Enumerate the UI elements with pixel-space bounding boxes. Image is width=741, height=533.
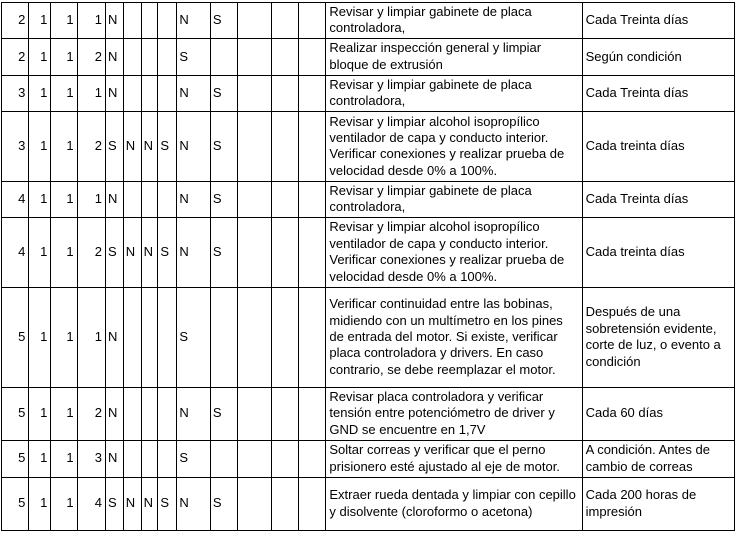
flag-cell — [238, 217, 272, 287]
frequency-cell: Cada Treinta días — [582, 3, 734, 39]
flag-cell: S — [105, 217, 123, 287]
code-cell: 4 — [2, 217, 29, 287]
code-cell: 1 — [51, 181, 77, 217]
frequency-cell: Cada Treinta días — [582, 181, 734, 217]
task-description-cell: Revisar y limpiar gabinete de placa controladora, — [326, 3, 582, 39]
flag-cell — [271, 38, 298, 75]
flag-cell — [158, 287, 177, 387]
code-cell: 1 — [51, 287, 77, 387]
task-description-cell: Realizar inspección general y limpiar bloque de extrusión — [326, 38, 582, 75]
flag-cell: N — [105, 38, 123, 75]
frequency-cell: Cada treinta días — [582, 217, 734, 287]
code-cell: 1 — [51, 477, 77, 530]
code-cell: 1 — [29, 38, 51, 75]
flag-cell: N — [123, 217, 141, 287]
flag-cell — [299, 3, 326, 39]
flag-cell: N — [105, 181, 123, 217]
flag-cell — [123, 75, 141, 111]
task-description-cell: Soltar correas y verificar que el perno prisionero esté ajustado al eje de motor. — [326, 440, 582, 477]
flag-cell: N — [105, 287, 123, 387]
flag-cell: N — [177, 75, 211, 111]
code-cell: 1 — [51, 75, 77, 111]
maintenance-table — [1, 2, 735, 531]
code-cell: 1 — [51, 38, 77, 75]
flag-cell — [210, 38, 237, 75]
flag-cell — [123, 387, 141, 440]
flag-cell — [299, 477, 326, 530]
flag-cell: N — [177, 387, 211, 440]
table-row — [2, 181, 735, 217]
flag-cell — [238, 287, 272, 387]
code-cell: 2 — [77, 38, 105, 75]
code-cell: 1 — [29, 440, 51, 477]
flag-cell: N — [105, 3, 123, 39]
code-cell: 1 — [77, 181, 105, 217]
flag-cell: S — [210, 75, 237, 111]
code-cell: 5 — [2, 387, 29, 440]
flag-cell — [238, 3, 272, 39]
code-cell: 1 — [51, 387, 77, 440]
flag-cell: S — [210, 387, 237, 440]
flag-cell — [271, 287, 298, 387]
flag-cell — [238, 440, 272, 477]
flag-cell: S — [177, 440, 211, 477]
flag-cell — [238, 75, 272, 111]
flag-cell — [299, 440, 326, 477]
flag-cell — [141, 181, 158, 217]
code-cell: 5 — [2, 287, 29, 387]
table-row — [2, 217, 735, 287]
flag-cell — [210, 287, 237, 387]
flag-cell: N — [105, 387, 123, 440]
flag-cell — [141, 75, 158, 111]
code-cell: 4 — [77, 477, 105, 530]
flag-cell: N — [123, 477, 141, 530]
flag-cell — [271, 111, 298, 181]
code-cell: 2 — [77, 387, 105, 440]
flag-cell — [210, 440, 237, 477]
flag-cell — [141, 287, 158, 387]
flag-cell: N — [177, 111, 211, 181]
flag-cell — [238, 477, 272, 530]
flag-cell — [271, 217, 298, 287]
flag-cell — [299, 217, 326, 287]
flag-cell: N — [123, 111, 141, 181]
flag-cell — [141, 3, 158, 39]
flag-cell — [299, 287, 326, 387]
flag-cell — [158, 387, 177, 440]
code-cell: 1 — [77, 75, 105, 111]
frequency-cell: Según condición — [582, 38, 734, 75]
flag-cell — [141, 38, 158, 75]
flag-cell: N — [177, 217, 211, 287]
code-cell: 1 — [29, 181, 51, 217]
code-cell: 1 — [51, 440, 77, 477]
table-row — [2, 477, 735, 530]
code-cell: 2 — [2, 3, 29, 39]
code-cell: 1 — [29, 3, 51, 39]
flag-cell — [158, 3, 177, 39]
code-cell: 5 — [2, 477, 29, 530]
flag-cell: S — [177, 38, 211, 75]
flag-cell — [271, 477, 298, 530]
table-row — [2, 38, 735, 75]
flag-cell: S — [158, 217, 177, 287]
code-cell: 2 — [77, 217, 105, 287]
flag-cell — [271, 75, 298, 111]
frequency-cell: Cada 60 días — [582, 387, 734, 440]
code-cell: 1 — [29, 111, 51, 181]
flag-cell — [271, 440, 298, 477]
flag-cell — [238, 38, 272, 75]
code-cell: 2 — [77, 111, 105, 181]
flag-cell — [123, 287, 141, 387]
flag-cell — [271, 3, 298, 39]
flag-cell — [238, 387, 272, 440]
flag-cell: S — [210, 111, 237, 181]
flag-cell — [299, 387, 326, 440]
flag-cell: N — [105, 75, 123, 111]
frequency-cell: Cada Treinta días — [582, 75, 734, 111]
code-cell: 1 — [51, 111, 77, 181]
flag-cell — [299, 38, 326, 75]
task-description-cell: Revisar y limpiar alcohol isopropílico ventilador de capa y conducto interior. Verificar conexiones y realizar prueba de velocidad desde 0% a 100%. — [326, 111, 582, 181]
table-row — [2, 3, 735, 39]
flag-cell: N — [177, 181, 211, 217]
code-cell: 1 — [51, 3, 77, 39]
flag-cell — [123, 38, 141, 75]
flag-cell: S — [105, 111, 123, 181]
code-cell: 1 — [51, 217, 77, 287]
code-cell: 1 — [29, 217, 51, 287]
flag-cell — [141, 387, 158, 440]
flag-cell — [238, 111, 272, 181]
frequency-cell: Después de una sobretensión evidente, corte de luz, o evento a condición — [582, 287, 734, 387]
task-description-cell: Extraer rueda dentada y limpiar con cepillo y disolvente (cloroformo o acetona) — [326, 477, 582, 530]
code-cell: 1 — [29, 477, 51, 530]
flag-cell — [158, 38, 177, 75]
flag-cell: S — [210, 181, 237, 217]
task-description-cell: Verificar continuidad entre las bobinas, midiendo con un multímetro en los pines de entrada del motor. Si existe, verificar placa controladora y drivers. En caso contrario, se debe reemplazar el motor. — [326, 287, 582, 387]
frequency-cell: A condición. Antes de cambio de correas — [582, 440, 734, 477]
task-description-cell: Revisar y limpiar gabinete de placa controladora, — [326, 75, 582, 111]
flag-cell: N — [177, 477, 211, 530]
task-description-cell: Revisar y limpiar alcohol isopropílico ventilador de capa y conducto interior. Verificar conexiones y realizar prueba de velocidad desde 0% a 100%. — [326, 217, 582, 287]
flag-cell: S — [158, 111, 177, 181]
code-cell: 4 — [2, 181, 29, 217]
code-cell: 1 — [77, 3, 105, 39]
flag-cell: S — [210, 217, 237, 287]
flag-cell — [158, 440, 177, 477]
flag-cell — [271, 387, 298, 440]
code-cell: 3 — [77, 440, 105, 477]
flag-cell — [158, 75, 177, 111]
flag-cell: N — [141, 217, 158, 287]
frequency-cell: Cada 200 horas de impresión — [582, 477, 734, 530]
flag-cell: S — [210, 3, 237, 39]
flag-cell: S — [158, 477, 177, 530]
flag-cell — [299, 181, 326, 217]
flag-cell — [238, 181, 272, 217]
flag-cell — [123, 440, 141, 477]
flag-cell: N — [141, 111, 158, 181]
table-row — [2, 111, 735, 181]
flag-cell — [123, 3, 141, 39]
flag-cell: S — [105, 477, 123, 530]
code-cell: 5 — [2, 440, 29, 477]
flag-cell — [123, 181, 141, 217]
flag-cell — [141, 440, 158, 477]
code-cell: 3 — [2, 111, 29, 181]
code-cell: 3 — [2, 75, 29, 111]
code-cell: 1 — [77, 287, 105, 387]
flag-cell: N — [105, 440, 123, 477]
code-cell: 1 — [29, 75, 51, 111]
table-row — [2, 440, 735, 477]
task-description-cell: Revisar y limpiar gabinete de placa controladora, — [326, 181, 582, 217]
table-row — [2, 75, 735, 111]
flag-cell — [271, 181, 298, 217]
frequency-cell: Cada treinta días — [582, 111, 734, 181]
code-cell: 1 — [29, 387, 51, 440]
task-description-cell: Revisar placa controladora y verificar tensión entre potenciómetro de driver y GND se encuentre en 1,7V — [326, 387, 582, 440]
table-row — [2, 287, 735, 387]
flag-cell: N — [177, 3, 211, 39]
flag-cell — [158, 181, 177, 217]
code-cell: 1 — [29, 287, 51, 387]
flag-cell: N — [141, 477, 158, 530]
table-row — [2, 387, 735, 440]
flag-cell — [299, 75, 326, 111]
code-cell: 2 — [2, 38, 29, 75]
flag-cell — [299, 111, 326, 181]
flag-cell: S — [177, 287, 211, 387]
flag-cell: S — [210, 477, 237, 530]
